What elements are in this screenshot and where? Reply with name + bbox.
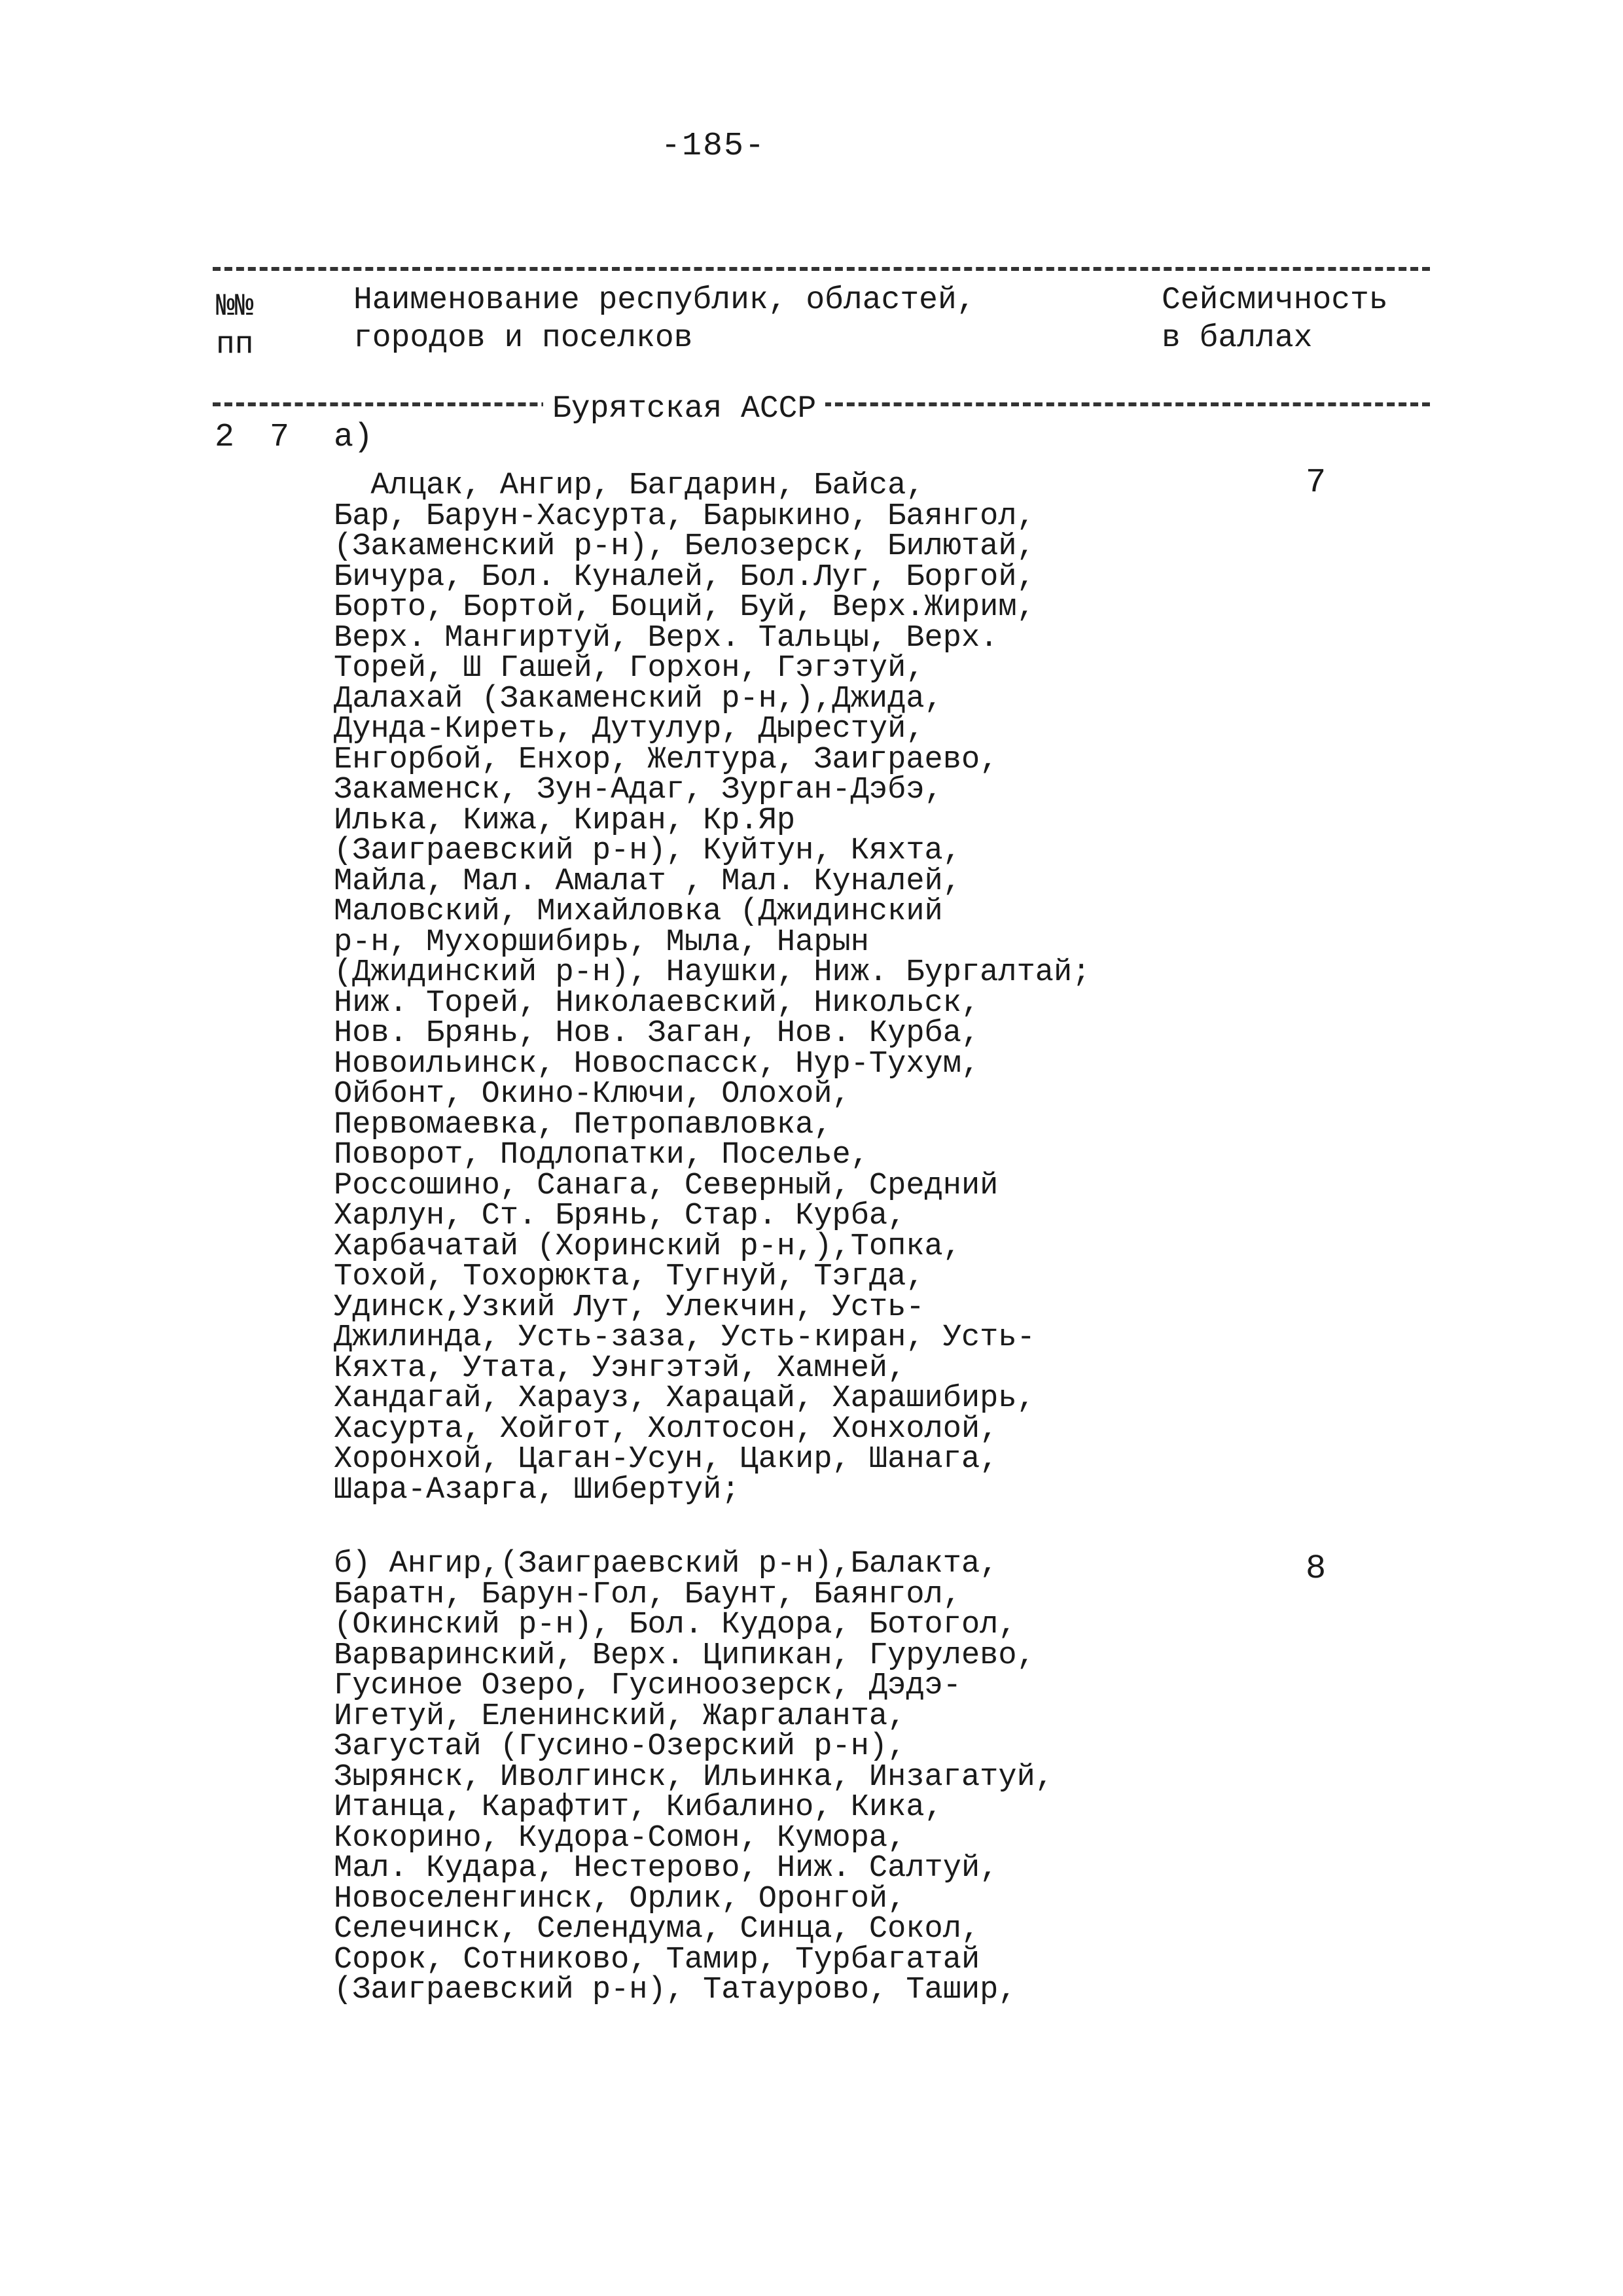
subsection-a-settlements: Алцак, Ангир, Багдарин, Байса, Бар, Барун-Хасурта, Барыкино, Баянгол, (Закаменский р-н), Белозерск, Билютай, Бичура, Бол. Куналей, Бол.Луг, Боргой, Борто, Бортой, Боций, Буй, Верх.Жирим, Верх. Мангиртуй, Верх. Тальцы, Верх. Торей, Ш Гашей, Горхон, Гэгэтуй, Далахай (Закаменский р-н,),Джида, Дунда-Киреть, Дутулур, Дырестуй, Енгорбой, Енхор, Желтура, Заиграево, Закаменск, Зун-Адаг, Зурган-Дэбэ, Илька, Кижа, Киран, Кр.Яр (Заиграевский р-н), Куйтун, Кяхта, Майла, Мал. Амалат , Мал. Куналей, Маловский, Михайловка (Джидинский р-н, Мухоршибирь, Мыла, Нарын (Джидинский р-н), Наушки, Ниж. Бургалтай; Ниж. Торей, Николаевский, Никольск, Нов. Брянь, Нов. Заган, Нов. Курба, Новоильинск, Новоспасск, Нур-Тухум, Ойбонт, Окино-Ключи, Олохой, Первомаевка, Петропавловка, Поворот, Подлопатки, Поселье, Россошино, Санага, Северный, Средний Харлун, Ст. Брянь, Стар. Курба, Харбачатай (Хоринский р-н,),Топка, Тохой, Тохорюкта, Тугнуй, Тэгда, Удинск,Узкий Лут, Улекчин, Усть- Джилинда, Усть-заза, Усть-киран, Усть- Кяхта, Утата, Уэнгэтэй, Хамней, Хандагай, Харауз, Харацай, Харашибирь, Хасурта, Хойгот, Холтосон, Хонхолой, Хоронхой, Цаган-Усун, Цакир, Шанага, Шара-Азарга, Шибертуй; (334, 468, 1091, 1508)
subsection-a-label: а) (334, 419, 374, 456)
top-dashed-rule (213, 267, 1430, 271)
subsection-b-settlements: б) Ангир,(Заиграевский р-н),Балакта, Баратн, Барун-Гол, Баунт, Баянгол, (Окинский р-н), Бол. Кудора, Ботогол, Варваринский, Верх. Ципикан, Гурулево, Гусиное Озеро, Гусиноозерск, Дэдэ- Игетуй, Еленинский, Жаргаланта, Загустай (Гусино-Озерский р-н), Зырянск, Иволгинск, Ильинка, Инзагатуй, Итанца, Карафтит, Кибалино, Кика, Кокорино, Кудора-Сомон, Кумора, Мал. Кудара, Нестерово, Ниж. Салтуй, Новоселенгинск, Орлик, Оронгой, Селечинск, Селендума, Синца, Сокол, Сорок, Сотниково, Тамир, Турбагатай (Заиграевский р-н), Татаурово, Ташир, (334, 1547, 1054, 2007)
header-seismicity-column: Сейсмичность в баллах (1162, 283, 1388, 356)
page-number: -185- (661, 128, 766, 165)
header-name-column: Наименование республик, областей, городов и поселков (353, 283, 976, 356)
header-number-column: №№ пп (216, 289, 254, 362)
subsection-a-seismicity: 7 (1306, 463, 1327, 502)
section-title: Бурятская АССР (543, 391, 825, 427)
entry-row-number: 2 7 (215, 419, 298, 456)
subsection-b-seismicity: 8 (1306, 1549, 1327, 1588)
